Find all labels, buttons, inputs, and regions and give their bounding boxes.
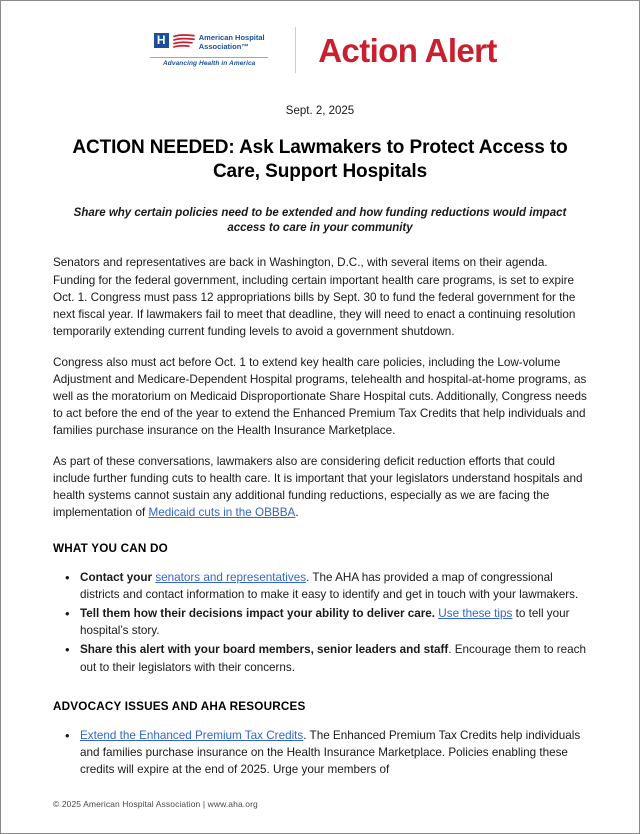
list-item	[80, 605, 587, 639]
masthead-title: Action Alert	[318, 31, 497, 69]
masthead	[53, 1, 587, 73]
bullet-body-contact: . The AHA has provided a map of congressional districts and contact information to make it easy to identify and get in touch with your lawmakers.	[80, 570, 579, 601]
aha-h-monogram-icon: H	[154, 33, 169, 48]
logo-org-line-2: Association™	[198, 42, 249, 51]
bullet-lead-contact: Contact your	[80, 570, 156, 584]
list-item	[80, 569, 587, 603]
bullet-body-premium-tax-credits: . The Enhanced Premium Tax Credits help individuals and families purchase insurance on the Health Insurance Marketplace. Policies enabling these credits will expire at the end of 2025. Urge your members of	[80, 728, 581, 777]
bullet-body-share-alert: . Encourage them to reach out to their legislators with their concerns.	[80, 643, 586, 674]
section-heading-what-you-can-do: WHAT YOU CAN DO	[53, 541, 168, 555]
logo-divider-rule	[150, 57, 268, 58]
page-content	[1, 1, 639, 833]
logo-org-name	[199, 33, 265, 51]
paragraph-policies: Congress also must act before Oct. 1 to extend key health care policies, including the Low-volume Adjustment and Medicare-Dependent Hospital programs, telehealth and hospital-at-home programs, as well as the moratorium on Medicaid Disproportionate Share Hospital cuts. Additionally, Congress needs to act before the end of the year to extend the Enhanced Premium Tax Credits that help individuals and families purchase insurance on the Health Insurance Marketplace.	[53, 355, 587, 438]
paragraph-deficit-text-before: As part of these conversations, lawmakers also are considering deficit reduction efforts that could include further funding cuts to health care. It is important that your legislators understand hospitals and health systems cannot sustain any additional funding reductions, especially as we are facing the implementation of	[53, 455, 583, 520]
document-body	[53, 254, 587, 778]
page-title: ACTION NEEDED: Ask Lawmakers to Protect Access to Care, Support Hospitals	[72, 137, 568, 183]
link-extend-enhanced-premium-tax-credits[interactable]: Extend the Enhanced Premium Tax Credits	[80, 728, 304, 742]
logo-tagline: Advancing Health in America	[163, 60, 256, 67]
paragraph-intro: Senators and representatives are back in Washington, D.C., with several items on their agenda. Funding for the federal government, including certain important health care programs, is set to expire Oct. 1. Congress must pass 12 appropriations bills by Sept. 30 to fund the federal government for the next fiscal year. If lawmakers fail to meet that deadline, they will need to enact a continuing resolution temporarily extending current funding levels to avoid a government shutdown.	[53, 256, 576, 338]
bullet-body-tell-them: to tell your hospital’s story.	[80, 607, 570, 638]
advocacy-issues-list	[53, 727, 587, 779]
link-medicaid-cuts-obbba[interactable]: Medicaid cuts in the OBBBA	[148, 506, 296, 520]
paragraph-deficit-text-after: .	[295, 506, 299, 520]
aha-swoosh-icon	[173, 34, 195, 54]
masthead-vertical-divider	[295, 27, 296, 73]
logo-mark-row	[154, 33, 265, 54]
logo-org-line-1: American Hospital	[198, 33, 265, 42]
list-item	[80, 727, 587, 779]
aha-logo	[143, 33, 289, 67]
section-heading-advocacy-issues: ADVOCACY ISSUES AND AHA RESOURCES	[53, 699, 306, 713]
list-item	[80, 641, 587, 675]
document-date: Sept. 2, 2025	[285, 105, 355, 117]
link-senators-and-representatives[interactable]: senators and representatives	[155, 570, 307, 584]
page-subtitle: Share why certain policies need to be extended and how funding reductions would impact access to care in your community	[73, 206, 567, 235]
bullet-lead-tell-them: Tell them how their decisions impact your ability to deliver care.	[80, 607, 436, 621]
what-you-can-do-list	[53, 569, 587, 676]
page-footer: © 2025 American Hospital Association | www.aha.org	[53, 799, 258, 809]
link-use-these-tips[interactable]: Use these tips	[438, 607, 513, 621]
bullet-lead-share-alert: Share this alert with your board members, senior leaders and staff	[80, 643, 449, 657]
paragraph-deficit-reduction	[53, 453, 587, 521]
